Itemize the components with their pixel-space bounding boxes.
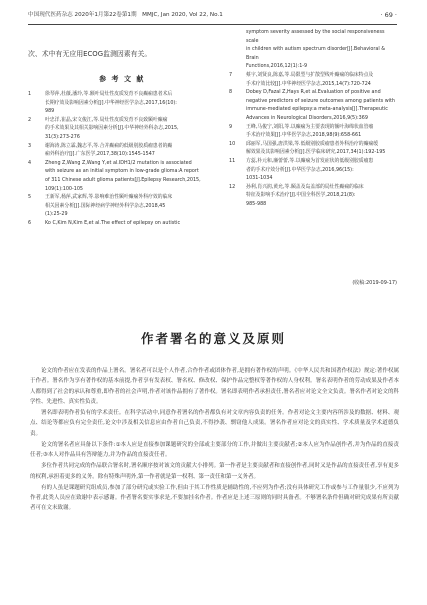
reference-number: 4 [28,159,32,166]
article-body [30,366,399,515]
reference-number: 6 [28,219,32,226]
reference-text: 蔡宇,刘贤良,陈嘉,等.局限型与扩散型线叶癫痫的临床特点及 手术疗效比较[J].中华神经医学杂志,2015,14(7):720-724 [246,71,374,87]
reference-number: 12 [229,183,236,190]
reference-text: 王峰,马俊宁,刘阳,等.以癫痫为主要表现的额叶海绵状血管瘤 手术治疗效果[J].中华医学杂志,2018,98(9):658-661 [246,123,374,139]
reference-item [28,193,216,219]
reference-number: 1 [28,91,32,97]
reference-item [229,123,397,140]
body-paragraph: 有的人虽是课题研究组成员,参加了部分研究或实验工作,但由于其工作性质是辅助性的,不应列为作者;没有具体研究工作或参与工作量很少,不应列为作者,此类人员应在致谢中表示感谢。作者署名要实事求是,不要加挂名作者。作者应是上述三原则的同时具备者。不够署名条件但确对研究成果有所贡献者可在文末致谢。 [30,484,399,512]
body-paragraph: 署名即表明作者负有的学术责任。在科学活动中,同意作者署名的作者都负有对文章内容负责的任务。作者对论文主要内容所涉及的数据、材料、观点、结论等都应负有完全责任,论文中涉及相关信息应由作者自己负责,不得抄袭、剽窃他人成果。署名作者应对论文的真实性、学术质量及学术道德负责。 [30,410,399,437]
reference-item [229,183,397,209]
body-paragraph: 论文的署名者应具备以下条件:①本人应是直接参加课题研究的全部或主要部分的工作,并做出主要贡献者;②本人应为作品创作者,并为作品的直接责任者;③本人对作品具有答辩能力,并为作品的直接责任者。 [30,441,399,459]
reference-item [28,159,216,193]
reference-number: 3 [28,142,32,149]
reference-continuation [229,28,397,71]
reference-text: Zheng Z,Wang Z,Wang Y,et al.IDH1/2 mutation is associated with seizure as an initial symptom in low-grade glioma:A report of 311 Chinese adult glioma patients[J].Epilepsy Research,2015, 109(1):100-105 [45,159,201,192]
reference-number: 5 [28,194,32,201]
reference-text: 徐琴萍,杜薇,潘玲,等.额叶局灶性皮质发育不良癫痫患者术后 长期疗效及影响因素分析[J].中华神经医学杂志,2017,16(10): 989 [45,91,177,115]
reference-item [28,219,216,228]
reference-text: 邱丽军,马国强,唐洪梁,等.低级别胶质瘤患者外科治疗的癫痫缓 解效果及其影响因素分析[J].医学临床研究,2017,34(1):192-195 [246,140,386,156]
reference-text: 谢海涛,陈立霖,魏志平,等.合并癫痫的低级别胶质瘤患者的癫 痫外科治疗[J].广东医学,2017,38(10):1545-1547 [45,142,173,158]
references-right-column [229,28,397,208]
header-rule [28,24,397,25]
reference-number: 7 [229,71,233,78]
references-heading: 参 考 文 献 [99,75,145,83]
reference-item [229,88,397,122]
reference-text: 叶忠洋,崔晶,宋文俊江,等.局灶性皮质发育不良致颞叶癫痫 的手术效果及其相关影响因素分析[J].中华神经外科杂志,2015, 31(3):273-276 [45,116,179,140]
journal-citation: 中国现代医药杂志 2020年1月第22卷第1期 MMJC, Jan 2020, Vol 22, No.1 [28,12,223,18]
article-title: 作者署名的意义及原则 [140,331,286,346]
reference-number: 10 [229,140,236,147]
reference-number: 8 [229,89,233,96]
reference-item [28,90,216,116]
reference-text: Dobey D,Fazal Z,Hays R,et al.Evaluation of positive and negative predictors of seizure outcomes among patients with immune-mediated epilepsy:a meta-analysis[J].Therapeutic Advances in Neurological Disorders,2016,9(5):369 [246,89,395,121]
reference-text: 孙利,肖兴润,黄允,等.颞盖及岛盖部的局灶性癫痫的临床 特征及影响手术治疗[J].中国全科医学,2018,21(8): 985-988 [246,183,364,207]
references-left-column [28,90,216,228]
reference-item [28,142,216,159]
reference-text: 王新军,杨萍,武家辉,等.影响难治性颞叶癫痫外科疗效的临床 相关因素分析[J].国际神经病学神经外科学杂志,2018,45 (1):25-29 [45,194,173,218]
page-number: · 69 · [380,11,397,19]
body-paragraph: 论文的作者应在发表的作品上署名。署名者可以是个人作者,合作作者或团体作者,是拥有著作权的声明。《中华人民共和国著作权法》规定:著作权属于作者。署名作为享有著作权的基本前提,作者享有发表权、署名权、修改权、保护作品完整权等著作权的人身权利。署名表明作者的劳动成果及作者本人都得到了社会的承认和尊重,即作者的社会声明,作者对该作品拥有了著作权。署名即表明作者承担责任,署名者应对论文全文负责。署名作者对论文的科学性、先进性、真实性负责。 [30,368,399,405]
reference-item [229,140,397,157]
received-date: (收稿:2019-09-17) [352,280,397,286]
previous-article-tail: 次、术中有无应用ECOG监测因素有关。 [28,50,152,58]
reference-text: 方蕊,朴元和,廉蕾蕾,等.以癫痫为首发症状的低级别胶质瘤患 者的手术疗效分析[J].中华医学杂志,2016,96(15): 1031-1034 [246,157,374,182]
reference-number: 2 [28,116,32,123]
reference-text: Ko C,Kim N,Kim E,et al.The effect of epilepsy on autistic [45,219,181,226]
reference-number: 9 [229,123,233,130]
body-paragraph: 多位作者共同完成的作品联合署名时,署名顺序按对该文的贡献大小排列。第一作者是主要贡献者和直接创作者,同时又是作品的直接责任者,享有更多的权利,承担着更多的义务。除有特殊声明外,第一作者就是第一权利、第一责任和第一义务者。 [30,463,399,480]
running-header [28,9,397,21]
reference-item [229,157,397,183]
reference-number: 11 [229,157,236,164]
reference-item [28,116,216,142]
reference-item [229,71,397,88]
reference-text: symptom severity assessed by the social responsiveness scale in children with autism spectrum disorder[J].Behavioral & Brain Functions,2016,12(1):1-9 [246,29,386,70]
